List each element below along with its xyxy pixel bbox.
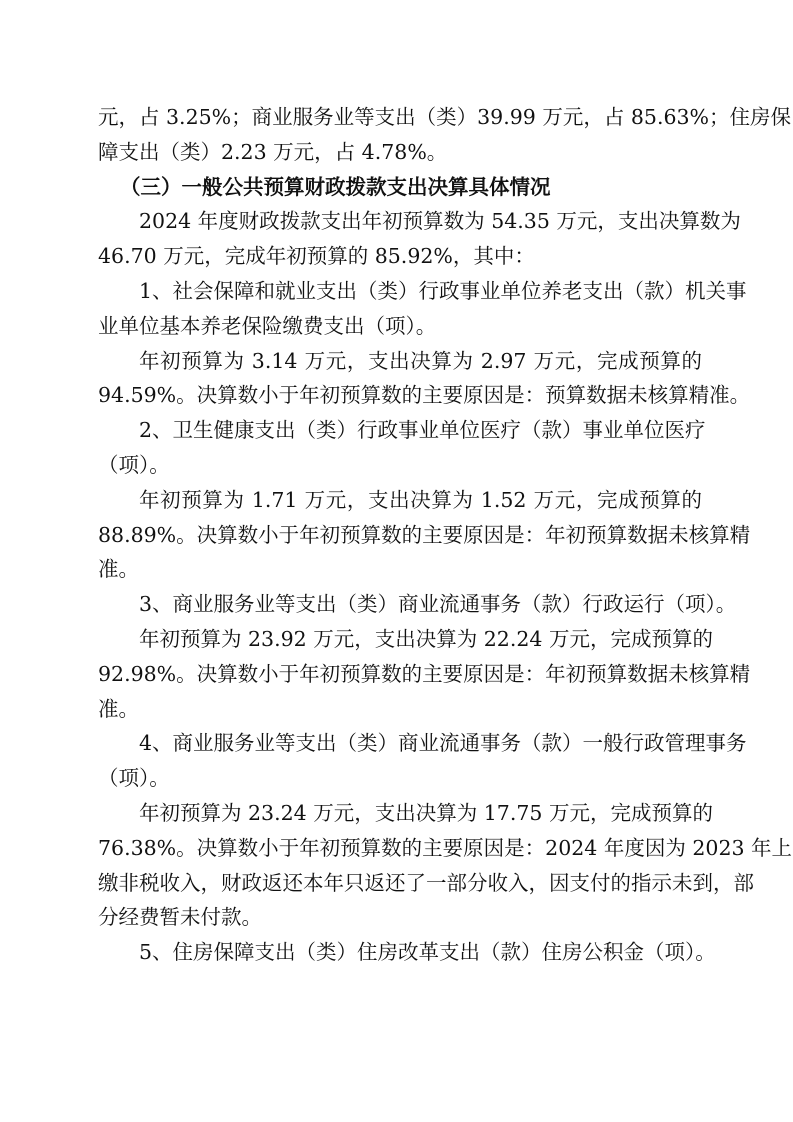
text-line: 年初预算为 23.92 万元，支出决算为 22.24 万元，完成预算的	[139, 626, 713, 651]
paragraph	[98, 796, 793, 935]
text-line: 年初预算为 1.71 万元，支出决算为 1.52 万元，完成预算的	[139, 487, 702, 512]
text-line: 障支出（类）2.23 万元，占 4.78%。	[98, 139, 448, 164]
document-body	[98, 100, 793, 970]
text-line: 业单位基本养老保险缴费支出（项）。	[98, 313, 437, 338]
text-line: 年初预算为 3.14 万元，支出决算为 2.97 万元，完成预算的	[139, 348, 702, 373]
text-line: 46.70 万元，完成年初预算的 85.92%，其中：	[98, 244, 535, 269]
text-line: 分经费暂未付款。	[98, 905, 262, 930]
text-line: 4、商业服务业等支出（类）商业流通事务（款）一般行政管理事务	[139, 731, 747, 756]
text-line: 92.98%。决算数小于年初预算数的主要原因是：年初预算数据未核算精	[98, 661, 751, 686]
text-line: 76.38%。决算数小于年初预算数的主要原因是：2024 年度因为 2023 年上	[98, 835, 793, 860]
paragraph	[98, 344, 751, 414]
section-heading	[98, 170, 702, 205]
text-line: （三）一般公共预算财政拨款支出决算具体情况	[120, 174, 551, 199]
text-line: （项）。	[98, 766, 170, 791]
text-line: 准。	[98, 557, 139, 582]
paragraph	[98, 483, 751, 587]
paragraph	[98, 622, 751, 726]
paragraph	[98, 587, 737, 622]
text-line: 94.59%。决算数小于年初预算数的主要原因是：预算数据未核算精准。	[98, 383, 751, 408]
paragraph	[98, 413, 706, 483]
text-line: 88.89%。决算数小于年初预算数的主要原因是：年初预算数据未核算精	[98, 522, 751, 547]
text-line: （项）。	[98, 452, 170, 477]
text-line: 准。	[98, 696, 139, 721]
text-line: 5、住房保障支出（类）住房改革支出（款）住房公积金（项）。	[139, 940, 716, 965]
text-line: 元，占 3.25%；商业服务业等支出（类）39.99 万元，占 85.63%；住房保	[98, 105, 792, 129]
text-line: 2、卫生健康支出（类）行政事业单位医疗（款）事业单位医疗	[139, 418, 706, 443]
text-line: 2024 年度财政拨款支出年初预算数为 54.35 万元，支出决算数为	[139, 209, 741, 234]
text-line: 缴非税收入，财政返还本年只返还了一部分收入，因支付的指示未到，部	[98, 870, 754, 895]
paragraph	[98, 100, 792, 170]
paragraph	[98, 726, 747, 796]
paragraph	[98, 204, 741, 274]
text-line: 年初预算为 23.24 万元，支出决算为 17.75 万元，完成预算的	[139, 800, 713, 825]
text-line: 1、社会保障和就业支出（类）行政事业单位养老支出（款）机关事	[139, 278, 747, 303]
paragraph	[98, 274, 747, 344]
text-line: 3、商业服务业等支出（类）商业流通事务（款）行政运行（项）。	[139, 592, 737, 617]
paragraph	[98, 935, 716, 970]
